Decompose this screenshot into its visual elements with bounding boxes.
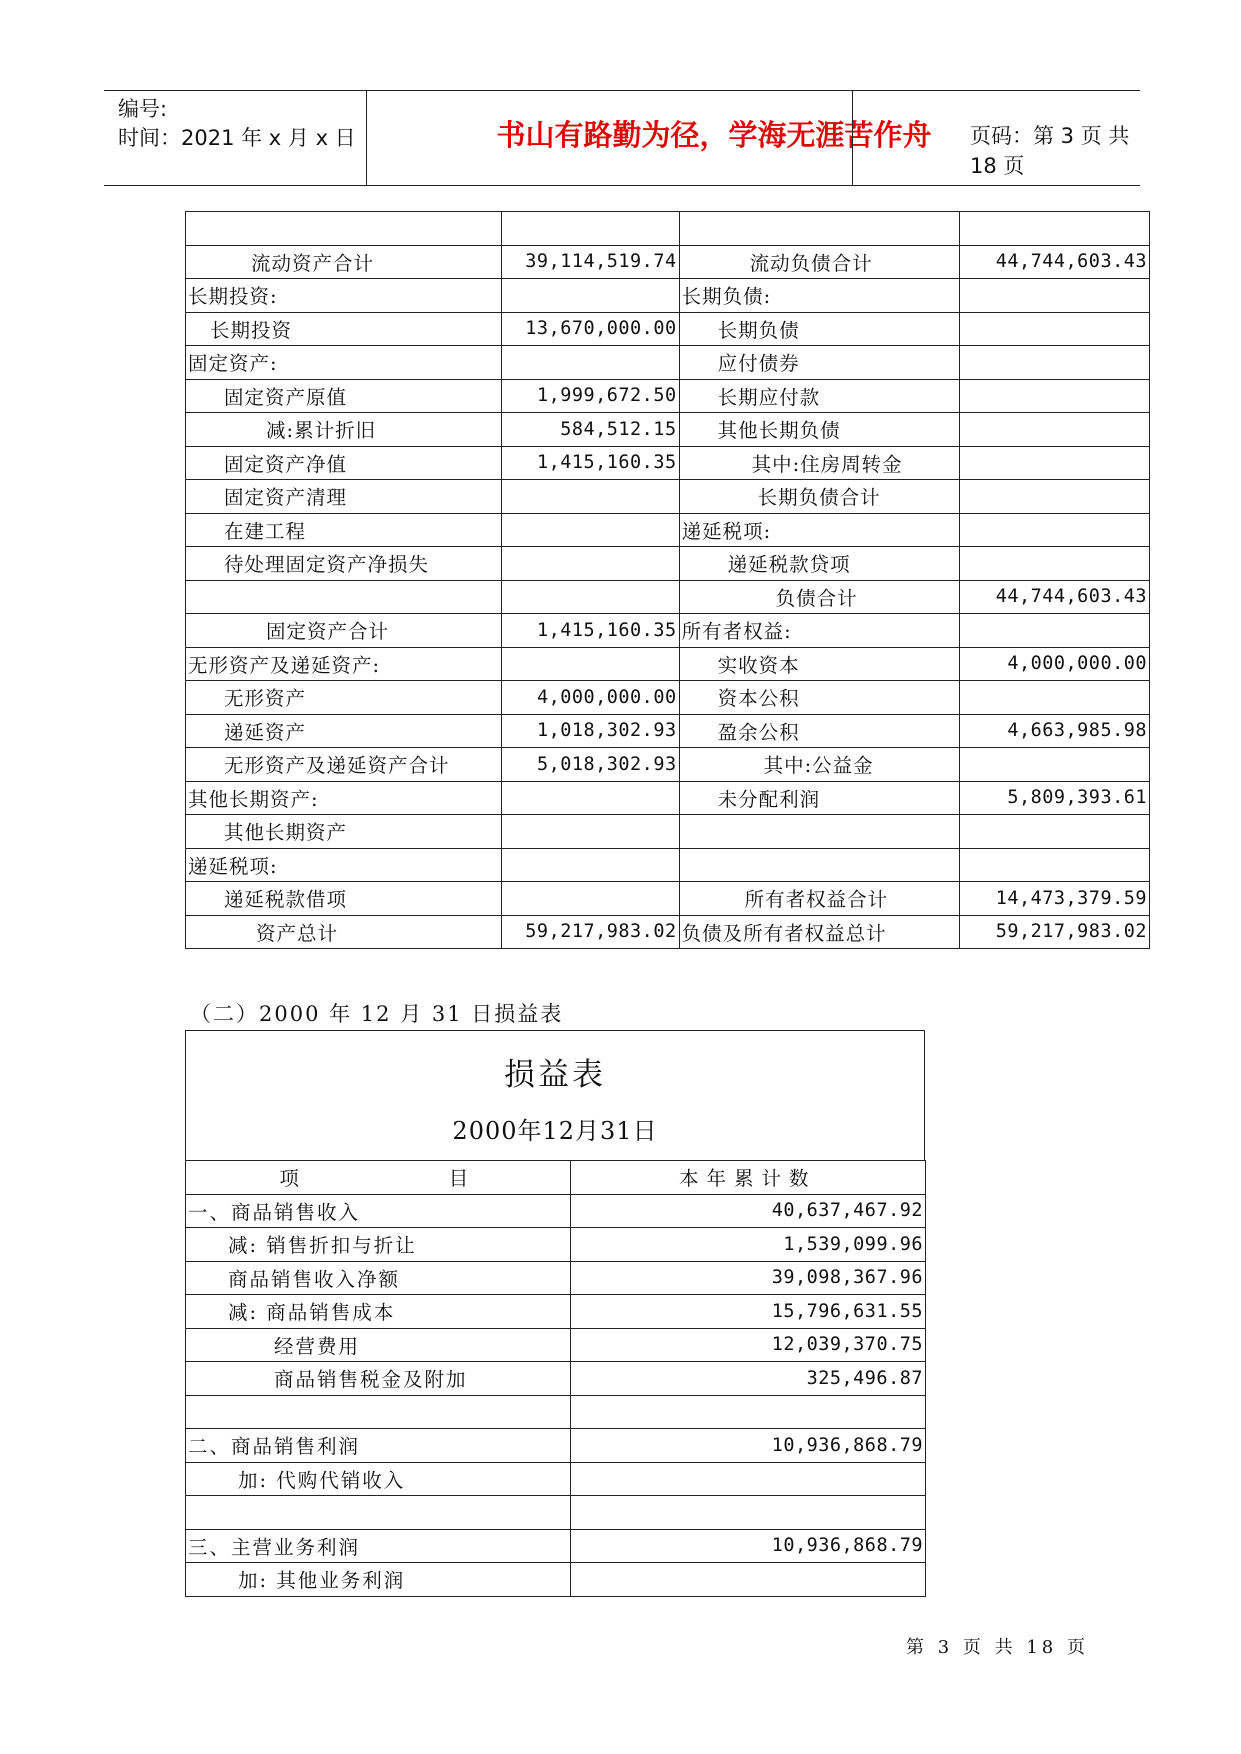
liability-label: 资本公积 <box>679 681 960 715</box>
liability-label <box>679 815 960 849</box>
liability-value <box>960 312 1150 346</box>
asset-value <box>501 580 679 614</box>
asset-value: 1,999,672.50 <box>501 379 679 413</box>
liability-label: 其中:公益金 <box>679 748 960 782</box>
income-item-value <box>570 1496 925 1530</box>
asset-label: 减:累计折旧 <box>186 413 502 447</box>
liability-label: 盈余公积 <box>679 714 960 748</box>
table-row <box>186 245 1150 279</box>
table-row <box>186 513 1150 547</box>
asset-value: 1,415,160.35 <box>501 446 679 480</box>
income-item-label: 二、商品销售利润 <box>186 1429 571 1463</box>
table-row <box>186 681 1150 715</box>
table-row <box>186 312 1150 346</box>
liability-value <box>960 446 1150 480</box>
table-row <box>186 1395 926 1429</box>
asset-label: 在建工程 <box>186 513 502 547</box>
table-row <box>186 413 1150 447</box>
income-item-label: 减: 销售折扣与折让 <box>186 1228 571 1262</box>
table-row <box>186 1328 926 1362</box>
asset-label: 固定资产合计 <box>186 614 502 648</box>
income-header-row <box>186 1161 926 1195</box>
page-footer: 第 3 页 共 18 页 <box>906 1637 1089 1658</box>
asset-label: 固定资产清理 <box>186 480 502 514</box>
table-row <box>186 647 1150 681</box>
header-left <box>118 95 356 153</box>
table-row <box>186 1462 926 1496</box>
income-item-value: 10,936,868.79 <box>570 1429 925 1463</box>
table-row <box>186 1228 926 1262</box>
table-row <box>186 480 1150 514</box>
liability-label: 长期应付款 <box>679 379 960 413</box>
asset-label: 递延资产 <box>186 714 502 748</box>
asset-label: 长期投资 <box>186 312 502 346</box>
liability-value: 4,000,000.00 <box>960 647 1150 681</box>
liability-label: 应付债券 <box>679 346 960 380</box>
income-item-value <box>570 1563 925 1597</box>
asset-label: 无形资产及递延资产合计 <box>186 748 502 782</box>
liability-label: 其他长期负债 <box>679 413 960 447</box>
liability-label: 实收资本 <box>679 647 960 681</box>
table-row <box>186 1429 926 1463</box>
income-statement-body <box>186 1161 926 1597</box>
table-row <box>186 1563 926 1597</box>
liability-label: 长期负债合计 <box>679 480 960 514</box>
income-item-value <box>570 1462 925 1496</box>
table-row <box>186 379 1150 413</box>
asset-label: 无形资产 <box>186 681 502 715</box>
table-row <box>186 346 1150 380</box>
liability-label: 未分配利润 <box>679 781 960 815</box>
income-item-label: 三、主营业务利润 <box>186 1529 571 1563</box>
liability-label: 递延税款贷项 <box>679 547 960 581</box>
asset-value <box>501 480 679 514</box>
liability-value <box>960 848 1150 882</box>
table-row <box>186 212 1150 246</box>
page-label: 页码：第 3 页 共 18 页 <box>970 124 1130 178</box>
income-item-value: 1,539,099.96 <box>570 1228 925 1262</box>
table-row <box>186 1194 926 1228</box>
liability-value: 59,217,983.02 <box>960 915 1150 949</box>
liability-value: 4,663,985.98 <box>960 714 1150 748</box>
table-row <box>186 580 1150 614</box>
income-statement-header <box>185 1030 925 1160</box>
asset-value <box>501 513 679 547</box>
income-caption: （二）2000 年 12 月 31 日损益表 <box>190 1002 564 1026</box>
table-row <box>186 1529 926 1563</box>
liability-label: 负债及所有者权益总计 <box>679 915 960 949</box>
balance-sheet-table <box>185 211 1150 949</box>
table-row <box>186 781 1150 815</box>
liability-label: 负债合计 <box>679 580 960 614</box>
asset-label: 流动资产合计 <box>186 245 502 279</box>
asset-label: 待处理固定资产净损失 <box>186 547 502 581</box>
liability-label <box>679 212 960 246</box>
liability-value <box>960 379 1150 413</box>
liability-value <box>960 614 1150 648</box>
asset-value: 59,217,983.02 <box>501 915 679 949</box>
liability-value <box>960 748 1150 782</box>
asset-label: 递延税项: <box>186 848 502 882</box>
liability-label <box>679 848 960 882</box>
asset-label: 其他长期资产 <box>186 815 502 849</box>
liability-value: 5,809,393.61 <box>960 781 1150 815</box>
asset-value <box>501 848 679 882</box>
table-row <box>186 1496 926 1530</box>
table-row <box>186 848 1150 882</box>
income-item-value: 15,796,631.55 <box>570 1295 925 1329</box>
asset-value <box>501 815 679 849</box>
asset-value: 584,512.15 <box>501 413 679 447</box>
liability-value: 44,744,603.43 <box>960 245 1150 279</box>
table-row <box>186 614 1150 648</box>
header-divider <box>852 91 853 185</box>
income-title: 损益表 <box>504 1057 606 1093</box>
income-item-label: 商品销售税金及附加 <box>186 1362 571 1396</box>
table-row <box>186 915 1150 949</box>
income-date: 2000年12月31日 <box>452 1117 658 1145</box>
liability-value <box>960 513 1150 547</box>
table-row <box>186 815 1150 849</box>
asset-value: 4,000,000.00 <box>501 681 679 715</box>
asset-value <box>501 279 679 313</box>
col-item-header: 项 目 <box>186 1161 571 1195</box>
liability-value <box>960 346 1150 380</box>
income-item-label: 商品销售收入净额 <box>186 1261 571 1295</box>
table-row <box>186 446 1150 480</box>
motto: 书山有路勤为径，学海无涯苦作舟 <box>496 118 932 152</box>
asset-value <box>501 647 679 681</box>
time-label: 时间：2021 年 x 月 x 日 <box>118 126 356 150</box>
table-row <box>186 547 1150 581</box>
income-item-label <box>186 1395 571 1429</box>
liability-value <box>960 413 1150 447</box>
income-item-value: 39,098,367.96 <box>570 1261 925 1295</box>
liability-value <box>960 480 1150 514</box>
liability-label: 流动负债合计 <box>679 245 960 279</box>
liability-value <box>960 279 1150 313</box>
income-item-value: 12,039,370.75 <box>570 1328 925 1362</box>
asset-value: 1,415,160.35 <box>501 614 679 648</box>
liability-label: 所有者权益: <box>679 614 960 648</box>
asset-label: 固定资产净值 <box>186 446 502 480</box>
liability-label: 递延税项: <box>679 513 960 547</box>
table-row <box>186 1261 926 1295</box>
col-value-header: 本年累计数 <box>570 1161 925 1195</box>
table-row <box>186 1362 926 1396</box>
table-row <box>186 279 1150 313</box>
table-row <box>186 882 1150 916</box>
liability-value <box>960 547 1150 581</box>
balance-sheet-body <box>186 212 1150 949</box>
asset-label <box>186 580 502 614</box>
income-item-label: 经营费用 <box>186 1328 571 1362</box>
income-item-label <box>186 1496 571 1530</box>
asset-label: 固定资产原值 <box>186 379 502 413</box>
asset-value <box>501 781 679 815</box>
income-item-label: 减: 商品销售成本 <box>186 1295 571 1329</box>
asset-label: 固定资产: <box>186 346 502 380</box>
liability-value <box>960 212 1150 246</box>
income-item-value: 10,936,868.79 <box>570 1529 925 1563</box>
income-statement-table <box>185 1160 926 1597</box>
liability-value: 14,473,379.59 <box>960 882 1150 916</box>
asset-value <box>501 346 679 380</box>
asset-label: 无形资产及递延资产: <box>186 647 502 681</box>
asset-value: 5,018,302.93 <box>501 748 679 782</box>
table-row <box>186 714 1150 748</box>
page-header <box>104 90 1140 186</box>
income-item-value: 325,496.87 <box>570 1362 925 1396</box>
asset-value <box>501 547 679 581</box>
income-item-value <box>570 1395 925 1429</box>
asset-label: 其他长期资产: <box>186 781 502 815</box>
liability-value <box>960 815 1150 849</box>
header-divider <box>366 91 367 185</box>
liability-label: 其中:住房周转金 <box>679 446 960 480</box>
liability-label: 长期负债: <box>679 279 960 313</box>
table-row <box>186 748 1150 782</box>
asset-value: 1,018,302.93 <box>501 714 679 748</box>
asset-value <box>501 212 679 246</box>
asset-label <box>186 212 502 246</box>
number-label: 编号: <box>118 97 168 121</box>
income-item-label: 一、商品销售收入 <box>186 1194 571 1228</box>
asset-label: 长期投资: <box>186 279 502 313</box>
liability-value <box>960 681 1150 715</box>
asset-value: 13,670,000.00 <box>501 312 679 346</box>
asset-value: 39,114,519.74 <box>501 245 679 279</box>
table-row <box>186 1295 926 1329</box>
income-item-label: 加: 其他业务利润 <box>186 1563 571 1597</box>
asset-value <box>501 882 679 916</box>
liability-label: 所有者权益合计 <box>679 882 960 916</box>
liability-label: 长期负债 <box>679 312 960 346</box>
asset-label: 资产总计 <box>186 915 502 949</box>
income-item-value: 40,637,467.92 <box>570 1194 925 1228</box>
asset-label: 递延税款借项 <box>186 882 502 916</box>
liability-value: 44,744,603.43 <box>960 580 1150 614</box>
income-item-label: 加: 代购代销收入 <box>186 1462 571 1496</box>
